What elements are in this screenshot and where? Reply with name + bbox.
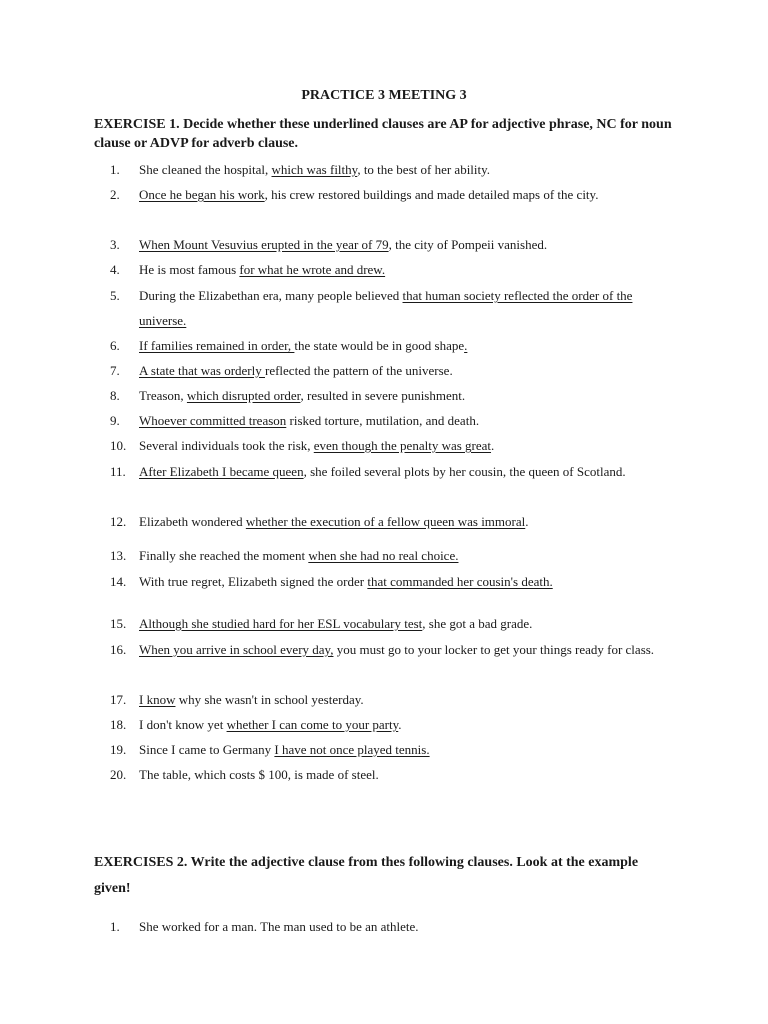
underlined-clause: which was filthy (271, 162, 358, 177)
underlined-clause: that commanded her cousin's death. (367, 574, 553, 589)
item-number: 20. (110, 767, 127, 782)
sentence-text: Since I came to Germany (139, 742, 275, 757)
item-sentence (139, 509, 669, 534)
underlined-clause: When you arrive in school every day, (139, 642, 334, 657)
item-sentence (139, 433, 669, 458)
item-sentence (139, 569, 669, 594)
item-number: 8. (110, 388, 120, 403)
underlined-clause: . (464, 338, 468, 353)
sentence-text: Elizabeth wondered (139, 514, 246, 529)
page-title: PRACTICE 3 MEETING 3 (301, 88, 467, 103)
sentence-text: , his crew restored buildings and made detailed maps of the city. (264, 187, 599, 202)
item-number: 15. (110, 616, 127, 631)
sentence-text: , resulted in severe punishment. (300, 388, 466, 403)
sentence-text: . (525, 514, 529, 529)
sentence-text: , the city of Pompeii vanished. (388, 237, 548, 252)
item-sentence (139, 257, 669, 282)
sentence-text: risked torture, mutilation, and death. (286, 413, 480, 428)
underlined-clause: even though the penalty was great (313, 438, 492, 453)
item-sentence (139, 383, 669, 408)
item-sentence (139, 157, 669, 182)
exercise-2-heading: EXERCISES 2. Write the adjective clause from thes following clauses. Look at the example given! (94, 855, 639, 896)
sentence-text: Treason, (139, 388, 187, 403)
item-sentence (139, 358, 669, 383)
sentence-text: , she foiled several plots by her cousin, the queen of Scotland. (303, 464, 626, 479)
item-sentence (139, 459, 669, 484)
item-sentence (139, 408, 669, 433)
item-number: 2. (110, 187, 120, 202)
underlined-clause: Whoever committed treason (139, 413, 287, 428)
item-sentence (139, 637, 669, 662)
item-sentence (139, 712, 669, 737)
exercise-1-heading: EXERCISE 1. Decide whether these underlined clauses are AP for adjective phrase, NC for noun clause or ADVP for adverb clause. (94, 117, 672, 151)
underlined-clause: whether I can come to your party (226, 717, 399, 732)
underlined-clause: After Elizabeth I became queen (139, 464, 304, 479)
sentence-text: . (398, 717, 402, 732)
sentence-text: . (491, 438, 495, 453)
underlined-clause: I have not once played tennis. (274, 742, 430, 757)
sentence-text: She cleaned the hospital, (139, 162, 272, 177)
item-number: 13. (110, 548, 127, 563)
item-number: 1. (110, 919, 120, 934)
sentence-text: , she got a bad grade. (422, 616, 533, 631)
underlined-clause: Once he began his work (139, 187, 265, 202)
item-sentence (139, 182, 669, 207)
underlined-clause: when she had no real choice. (308, 548, 459, 563)
sentence-text: During the Elizabethan era, many people believed (139, 288, 403, 303)
underlined-clause: Although she studied hard for her ESL vocabulary test (139, 616, 423, 631)
item-number: 3. (110, 237, 120, 252)
item-number: 14. (110, 574, 127, 589)
sentence-text: the state would be in good shape (294, 338, 465, 353)
underlined-clause: which disrupted order (186, 388, 301, 403)
item-number: 10. (110, 438, 127, 453)
underlined-clause: I know (139, 692, 176, 707)
underlined-clause: whether the execution of a fellow queen was immoral (245, 514, 526, 529)
item-sentence (139, 283, 669, 333)
item-number: 17. (110, 692, 127, 707)
item-number: 7. (110, 363, 120, 378)
sentence-text: I don't know yet (139, 717, 227, 732)
item-sentence (139, 687, 669, 712)
sentence-text: The table, which costs $ 100, is made of steel. (139, 767, 379, 782)
sentence-text: Finally she reached the moment (139, 548, 309, 563)
item-number: 9. (110, 413, 120, 428)
item-number: 16. (110, 642, 127, 657)
item-sentence (139, 333, 669, 358)
sentence-text: With true regret, Elizabeth signed the order (139, 574, 368, 589)
sentence-text: , to the best of her ability. (357, 162, 491, 177)
item-number: 5. (110, 288, 120, 303)
item-number: 11. (110, 464, 126, 479)
item-number: 4. (110, 262, 120, 277)
underlined-clause: When Mount Vesuvius erupted in the year of 79 (139, 237, 389, 252)
item-sentence (139, 762, 669, 787)
underlined-clause: A state that was orderly (139, 363, 265, 378)
sentence-text: He is most famous (139, 262, 240, 277)
item-sentence (139, 914, 669, 939)
item-number: 19. (110, 742, 127, 757)
item-number: 6. (110, 338, 120, 353)
sentence-text: why she wasn't in school yesterday. (175, 692, 364, 707)
item-number: 18. (110, 717, 127, 732)
item-sentence (139, 232, 669, 257)
item-sentence (139, 543, 669, 568)
sentence-text: you must go to your locker to get your things ready for class. (333, 642, 655, 657)
item-sentence (139, 737, 669, 762)
sentence-text: She worked for a man. The man used to be an athlete. (139, 919, 419, 934)
sentence-text: Several individuals took the risk, (139, 438, 314, 453)
item-number: 1. (110, 162, 120, 177)
sentence-text: reflected the pattern of the universe. (265, 363, 453, 378)
underlined-clause: for what he wrote and drew. (239, 262, 386, 277)
item-sentence (139, 611, 669, 636)
underlined-clause: If families remained in order, (139, 338, 295, 353)
underlined-clause: that human society reflected the order of the universe. (139, 288, 633, 328)
item-number: 12. (110, 514, 127, 529)
